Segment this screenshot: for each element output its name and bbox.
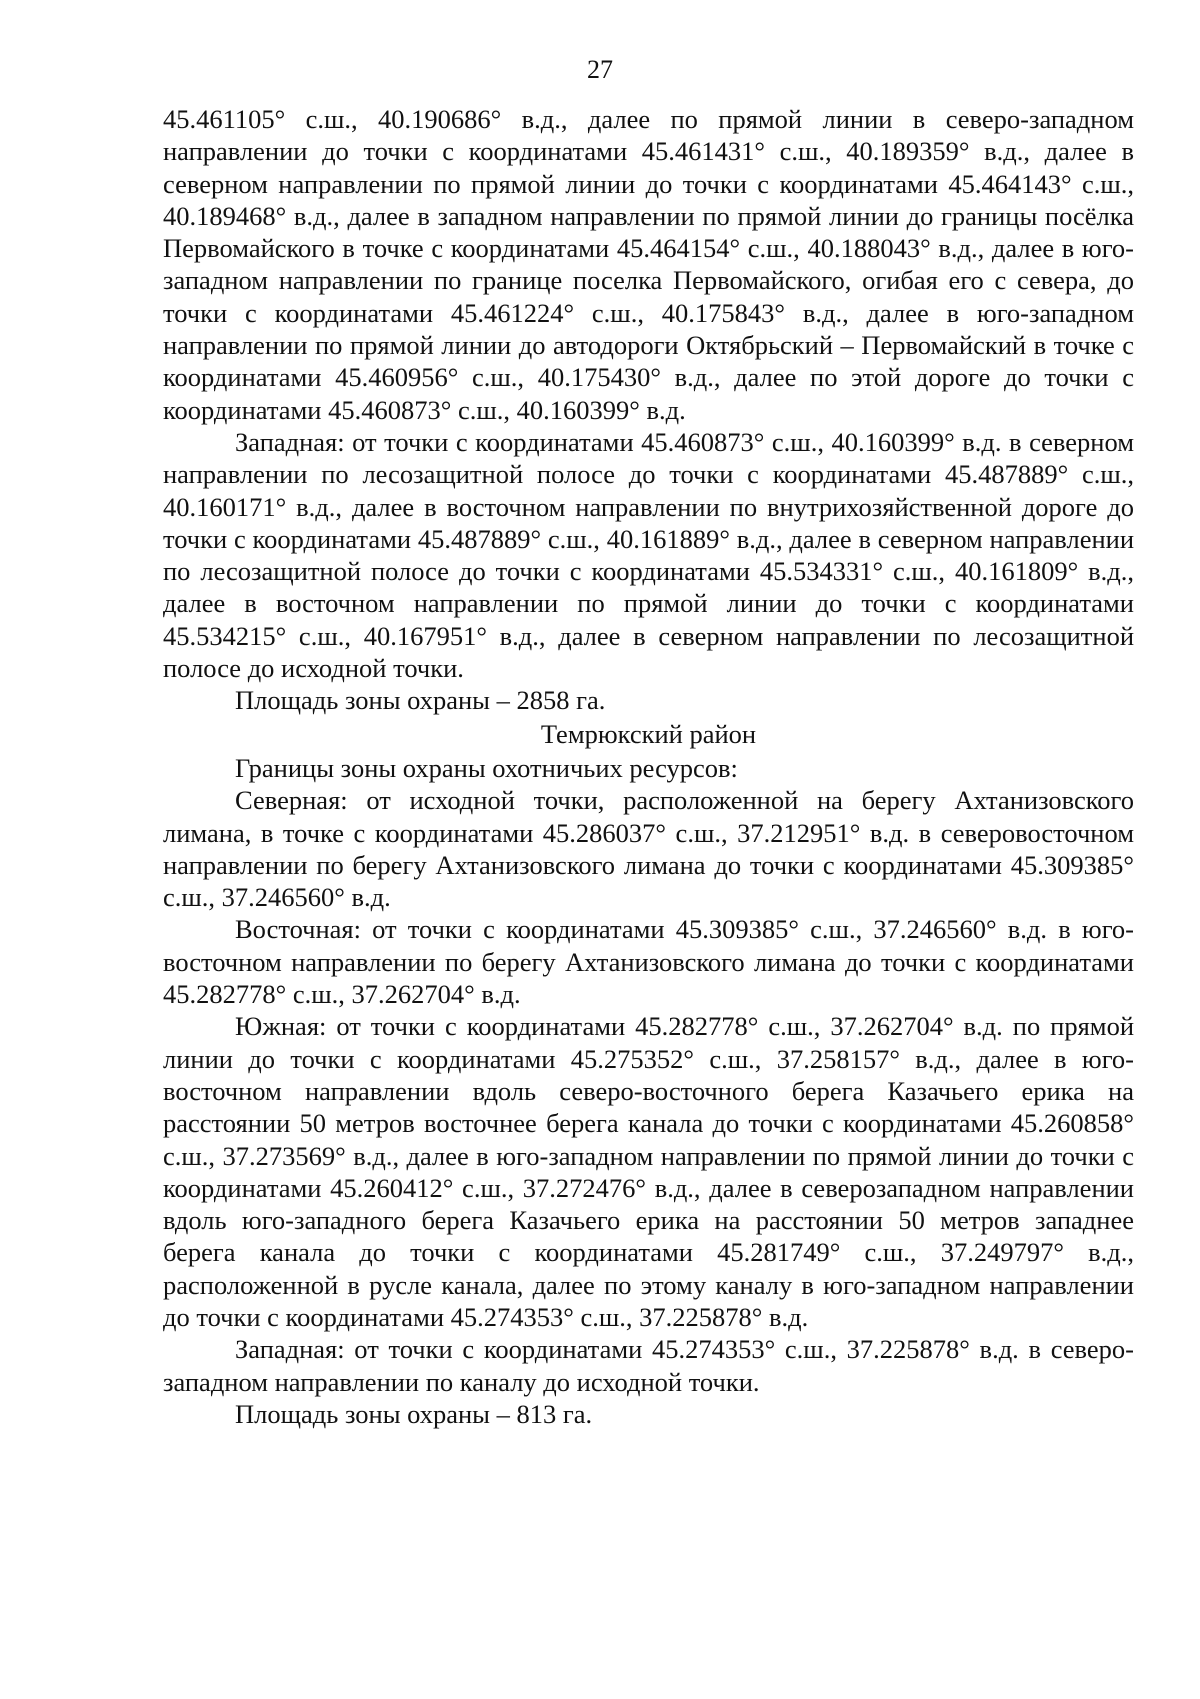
east-border-paragraph: Восточная: от точки с координатами 45.309385° с.ш., 37.246560° в.д. в юго-восточном направлении по берегу Ахтанизовского лимана до точки с координатами 45.282778° с.ш., 37.262704° в.д. [163,914,1134,1010]
area-paragraph-1: Площадь зоны охраны – 2858 га. [235,685,606,716]
document-body [163,103,1134,1430]
continuation-paragraph: 45.461105° с.ш., 40.190686° в.д., далее по прямой линии в северо-западном направлении до точки с координатами 45.461431° с.ш., 40.189359° в.д., далее в северном направлении по прямой линии до точки с координатами 45.464143° с.ш., 40.189468° в.д., далее в западном направлении по прямой линии до границы посёлка Первомайского в точке с координатами 45.464154° с.ш., 40.188043° в.д., далее в юго-западном направлении по границе поселка Первомайского, огибая его с севера, до точки с координатами 45.461224° с.ш., 40.175843° в.д., далее в юго-западном направлении по прямой линии до автодороги Октябрьский – Первомайский в точке с координатами 45.460956° с.ш., 40.175430° в.д., далее по этой дороге до точки с координатами 45.460873° с.ш., 40.160399° в.д. [163,104,1134,425]
south-border-paragraph: Южная: от точки с координатами 45.282778° с.ш., 37.262704° в.д. по прямой линии до точки с координатами 45.275352° с.ш., 37.258157° в.д., далее в юго-восточном направлении вдоль северо-восточного берега Казачьего ерика на расстоянии 50 метров восточнее берега канала до точки с координатами 45.260858° с.ш., 37.273569° в.д., далее в юго-западном направлении по прямой линии до точки с координатами 45.260412° с.ш., 37.272476° в.д., далее в северозападном направлении вдоль юго-западного берега Казачьего ерика на расстоянии 50 метров западнее берега канала до точки с координатами 45.281749° с.ш., 37.249797° в.д., расположенной в русле канала, далее по этому каналу в юго-западном направлении до точки с координатами 45.274353° с.ш., 37.225878° в.д. [163,1011,1134,1332]
borders-intro: Границы зоны охраны охотничьих ресурсов: [235,752,738,783]
area-paragraph-2: Площадь зоны охраны – 813 га. [235,1398,593,1429]
district-heading: Темрюкский район [540,718,757,749]
west-border-paragraph-2: Западная: от точки с координатами 45.274353° с.ш., 37.225878° в.д. в северо-западном направлении по каналу до исходной точки. [163,1334,1134,1397]
page-number: 27 [587,55,613,84]
west-border-paragraph-1: Западная: от точки с координатами 45.460873° с.ш., 40.160399° в.д. в северном направлении по лесозащитной полосе до точки с координатами 45.487889° с.ш., 40.160171° в.д., далее в восточном направлении по внутрихозяйственной дороге до точки с координатами 45.487889° с.ш., 40.161889° в.д., далее в северном направлении по лесозащитной полосе до точки с координатами 45.534331° с.ш., 40.161809° в.д., далее в восточном направлении по прямой линии до точки с координатами 45.534215° с.ш., 40.167951° в.д., далее в северном направлении по лесозащитной полосе до исходной точки. [163,426,1134,684]
north-border-paragraph: Северная: от исходной точки, расположенной на берегу Ахтанизовского лимана, в точке с координатами 45.286037° с.ш., 37.212951° в.д. в северовосточном направлении по берегу Ахтанизовского лимана до точки с координатами 45.309385° с.ш., 37.246560° в.д. [163,785,1134,913]
